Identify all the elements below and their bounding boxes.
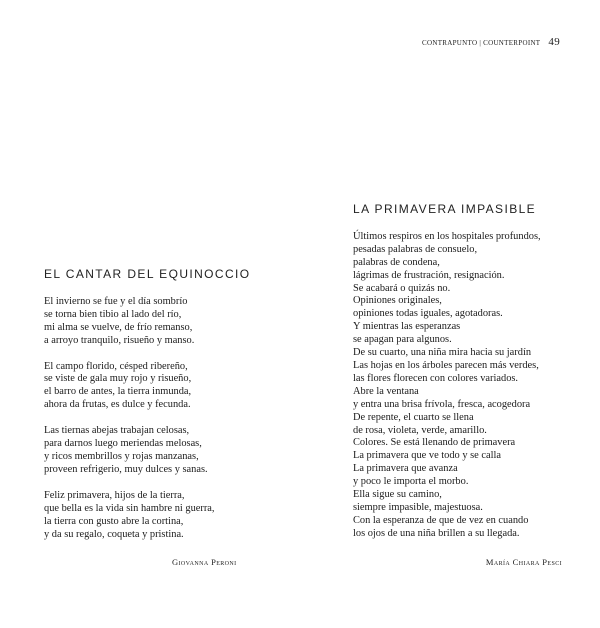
- poem-line: lágrimas de frustración, resignación.: [353, 269, 505, 281]
- poem-line: Las tiernas abejas trabajan celosas,: [44, 425, 190, 437]
- poem-line: De repente, el cuarto se llena: [353, 411, 474, 423]
- poem-line: proveen refrigerio, muy dulces y sanas.: [44, 463, 208, 475]
- poem-line: De su cuarto, una niña mira hacia su jardín: [353, 347, 532, 359]
- page-number: 49: [548, 36, 560, 48]
- poem-line: palabras de condena,: [353, 256, 440, 268]
- poem-line: la tierra con gusto abre la cortina,: [44, 515, 184, 527]
- poem-line: Se acabará o quizás no.: [353, 282, 451, 294]
- poem-line: se apagan para algunos.: [353, 334, 452, 346]
- poem-line: y ricos membrillos y rojas manzanas,: [44, 450, 199, 462]
- poem-line: para darnos luego meriendas melosas,: [44, 438, 202, 450]
- right-poem: [353, 203, 583, 541]
- poem-line: a arroyo tranquilo, risueño y manso.: [44, 334, 195, 346]
- right-poem-body: [353, 231, 583, 541]
- poem-line: opiniones todas iguales, agotadoras.: [353, 308, 503, 320]
- right-poem-author: María Chiara Pesci: [485, 557, 562, 567]
- poem-line: el barro de antes, la tierra inmunda,: [44, 386, 192, 398]
- poem-line: pesadas palabras de consuelo,: [353, 243, 478, 255]
- poem-line: Abre la ventana: [353, 385, 419, 397]
- running-head-section: CONTRAPUNTO | COUNTERPOINT: [422, 39, 541, 47]
- poem-line: que bella es la vida sin hambre ni guerra,: [44, 502, 215, 514]
- poem-line: La primavera que avanza: [353, 463, 458, 475]
- poem-line: las flores florecen con colores variados.: [353, 372, 519, 384]
- stanza: [44, 425, 274, 477]
- poem-line: y da su regalo, coqueta y pristina.: [44, 528, 184, 540]
- poem-line: se viste de gala muy rojo y risueño,: [44, 373, 192, 385]
- stanza: [44, 296, 274, 348]
- stanza: [44, 361, 274, 413]
- poem-line: siempre impasible, majestuosa.: [353, 501, 483, 513]
- right-poem-title: LA PRIMAVERA IMPASIBLE: [353, 202, 537, 216]
- poem-line: Feliz primavera, hijos de la tierra,: [44, 489, 185, 501]
- left-poem-title: EL CANTAR DEL EQUINOCCIO: [44, 267, 251, 281]
- running-head: [422, 36, 560, 48]
- stanza: [44, 490, 274, 542]
- poem-line: Últimos respiros en los hospitales profundos,: [353, 230, 541, 242]
- poem-line: y entra una brisa frívola, fresca, acogedora: [353, 398, 531, 410]
- left-poem: [44, 268, 274, 554]
- poem-line: Opiniones originales,: [353, 295, 442, 307]
- poem-line: El invierno se fue y el día sombrío: [44, 295, 188, 307]
- poem-line: de rosa, violeta, verde, amarillo.: [353, 424, 487, 436]
- poem-line: Con la esperanza de que de vez en cuando: [353, 514, 529, 526]
- poem-line: Las hojas en los árboles parecen más verdes,: [353, 359, 539, 371]
- poem-line: El campo florido, césped ribereño,: [44, 360, 188, 372]
- left-poem-body: [44, 296, 274, 542]
- poem-line: ahora da frutas, es dulce y fecunda.: [44, 399, 191, 411]
- poem-line: y poco le importa el morbo.: [353, 476, 469, 488]
- poem-line: los ojos de una niña brillen a su llegada.: [353, 527, 520, 539]
- left-poem-author: Giovanna Peroni: [172, 557, 237, 567]
- poem-line: Ella sigue su camino,: [353, 489, 442, 501]
- poem-line: Y mientras las esperanzas: [353, 321, 461, 333]
- poem-line: mi alma se vuelve, de frío remanso,: [44, 321, 193, 333]
- poem-line: La primavera que ve todo y se calla: [353, 450, 502, 462]
- poem-line: Colores. Se está llenando de primavera: [353, 437, 516, 449]
- poem-line: se torna bien tibio al lado del río,: [44, 308, 182, 320]
